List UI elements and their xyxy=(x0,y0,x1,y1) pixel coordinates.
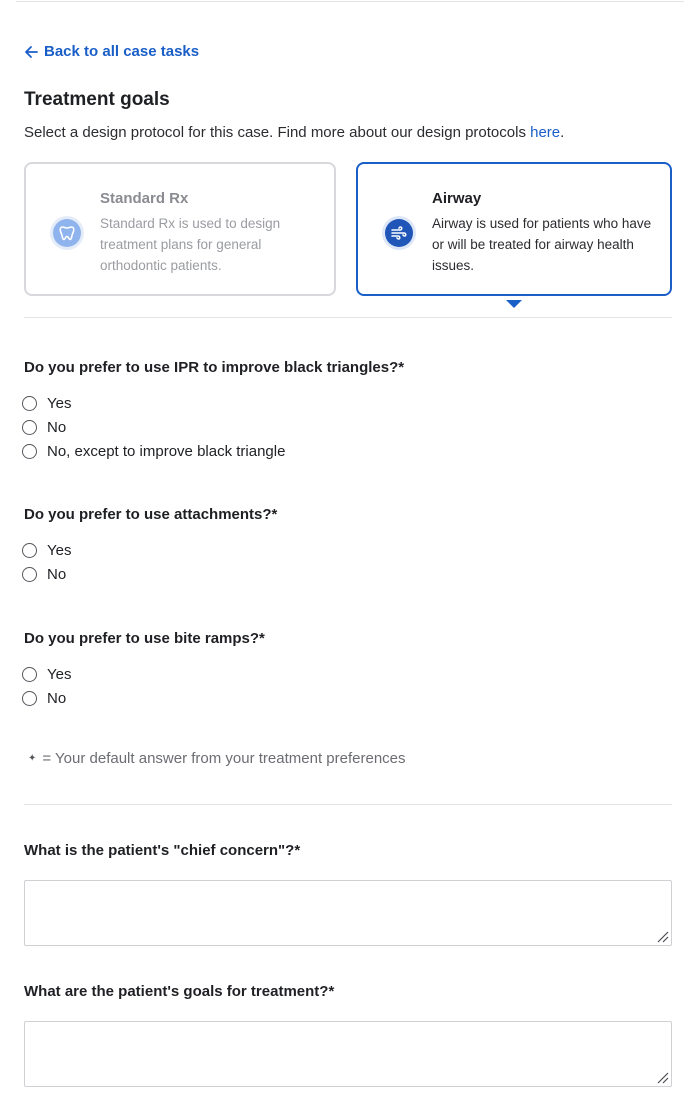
question-treatment-goals xyxy=(24,983,334,1000)
page-subtitle xyxy=(24,124,564,141)
protocol-title: Airway xyxy=(432,190,482,207)
wind-icon xyxy=(382,216,416,250)
question-attachments xyxy=(24,506,277,523)
protocol-title: Standard Rx xyxy=(100,190,189,207)
option-label: No, except to improve black triangle xyxy=(47,443,286,460)
question-bite-ramps xyxy=(24,630,265,647)
radio-button[interactable] xyxy=(22,444,37,459)
question-label: What is the patient's "chief concern"? xyxy=(24,842,295,859)
question-ipr xyxy=(24,359,404,376)
required-mark: * xyxy=(259,630,265,647)
option-label: No xyxy=(47,419,67,436)
question-label: Do you prefer to use IPR to improve black triangles? xyxy=(24,359,399,376)
protocol-description: Standard Rx is used to design treatment plans for general orthodontic patients. xyxy=(100,216,281,273)
option-label: Yes xyxy=(47,542,72,559)
required-mark: * xyxy=(328,983,335,1000)
default-answer-legend xyxy=(28,750,406,767)
question-label: Do you prefer to use bite ramps? xyxy=(24,630,260,647)
section-divider xyxy=(24,804,672,805)
option-label: Yes xyxy=(47,666,72,683)
protocol-card-airway[interactable] xyxy=(356,162,672,296)
radio-option-no-except[interactable] xyxy=(22,443,285,460)
protocols-help-link[interactable]: here xyxy=(530,124,561,141)
subtitle-text: Select a design protocol for this case. Find more about our design protocols xyxy=(24,124,531,141)
selected-pointer xyxy=(506,300,522,308)
question-label: What are the patient's goals for treatment? xyxy=(24,983,329,1000)
protocol-description: Airway is used for patients who have or will be treated for airway health issues. xyxy=(432,216,652,273)
back-link-label: Back to all case tasks xyxy=(44,43,200,60)
radio-button[interactable] xyxy=(22,420,37,435)
radio-button[interactable] xyxy=(22,396,37,411)
option-label: No xyxy=(47,690,67,707)
radio-button[interactable] xyxy=(22,567,37,582)
question-chief-concern xyxy=(24,842,300,859)
question-label: Do you prefer to use attachments? xyxy=(24,506,272,523)
protocol-card-standard-rx[interactable] xyxy=(24,162,336,296)
option-label: No xyxy=(47,566,67,583)
radio-option-no[interactable] xyxy=(22,419,66,436)
chief-concern-textarea[interactable] xyxy=(24,880,672,946)
back-link[interactable] xyxy=(24,43,199,60)
radio-option-no[interactable] xyxy=(22,566,66,583)
resize-handle-icon[interactable] xyxy=(655,929,669,943)
radio-option-yes[interactable] xyxy=(22,542,71,559)
radio-button[interactable] xyxy=(22,691,37,706)
radio-button[interactable] xyxy=(22,543,37,558)
resize-handle-icon[interactable] xyxy=(655,1070,669,1084)
radio-option-yes[interactable] xyxy=(22,395,71,412)
page-title: Treatment goals xyxy=(24,89,170,110)
radio-option-no[interactable] xyxy=(22,690,66,707)
required-mark: * xyxy=(398,359,405,376)
sparkle-icon: ✦ xyxy=(28,753,37,764)
arrow-left-icon xyxy=(24,45,38,59)
radio-option-yes[interactable] xyxy=(22,666,71,683)
treatment-goals-textarea[interactable] xyxy=(24,1021,672,1087)
required-mark: * xyxy=(271,506,278,523)
top-divider xyxy=(16,1,684,2)
section-divider xyxy=(24,317,672,318)
radio-button[interactable] xyxy=(22,667,37,682)
legend-text: = Your default answer from your treatment preferences xyxy=(42,750,406,767)
tooth-icon xyxy=(50,216,84,250)
subtitle-period: . xyxy=(560,124,565,141)
required-mark: * xyxy=(294,842,301,859)
option-label: Yes xyxy=(47,395,72,412)
